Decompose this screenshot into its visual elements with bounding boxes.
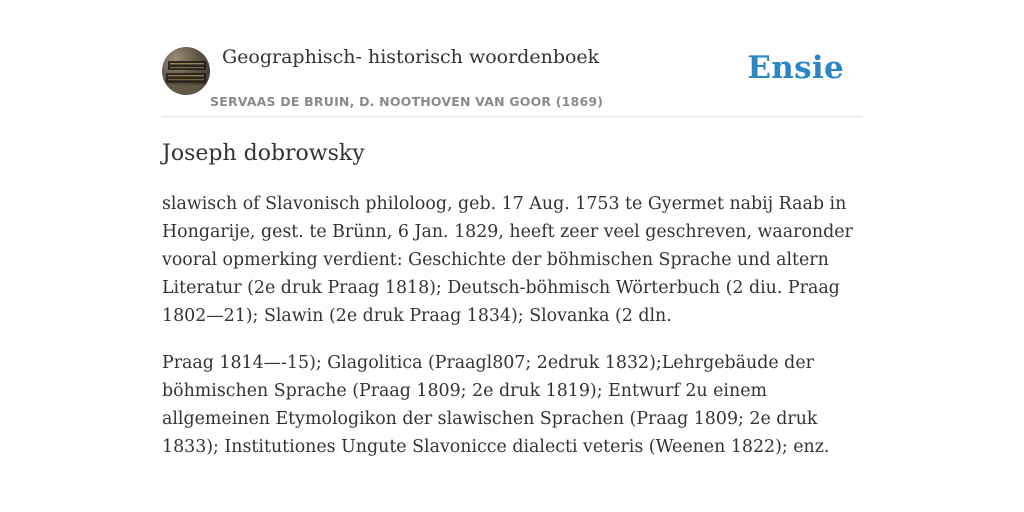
book-spines-icon: [162, 47, 210, 95]
ensie-logo-link[interactable]: Ensie: [747, 50, 844, 86]
entry-paragraph: slawisch of Slavonisch philoloog, geb. 17 Aug. 1753 te Gyermet nabij Raab in Hongarije, gest. te Brünn, 6 Jan. 1829, heeft zeer veel geschreven, waaronder vooral opmerking verdient: Geschichte der böhmischen Sprache und altern Literatur (2e druk Praag 1818); Deutsch-böhmisch Wörterbuch (2 diu. Praag 1802—21); Slawin (2e druk Praag 1834); Slovanka (2 dln.: [162, 194, 853, 326]
entry-title: Joseph dobrowsky: [162, 141, 365, 166]
book-cover-avatar[interactable]: [162, 47, 210, 95]
entry-article: [162, 138, 862, 480]
header: [162, 44, 862, 117]
book-title[interactable]: Geographisch- historisch woordenboek: [222, 46, 600, 68]
entry-paragraph: Praag 1814—-15); Glagolitica (Praagl807; 2edruk 1832);Lehrgebäude der böhmischen Sprache (Praag 1809; 2e druk 1819); Entwurf 2u einem allgemeinen Etymologikon der slawischen Sprachen (Praag 1809; 2e druk 1833); Institutiones Ungute Slavonicce dialecti veteris (Weenen 1822); enz.: [162, 353, 830, 457]
book-author-year: SERVAAS DE BRUIN, D. NOOTHOVEN VAN GOOR (1869): [210, 94, 604, 109]
